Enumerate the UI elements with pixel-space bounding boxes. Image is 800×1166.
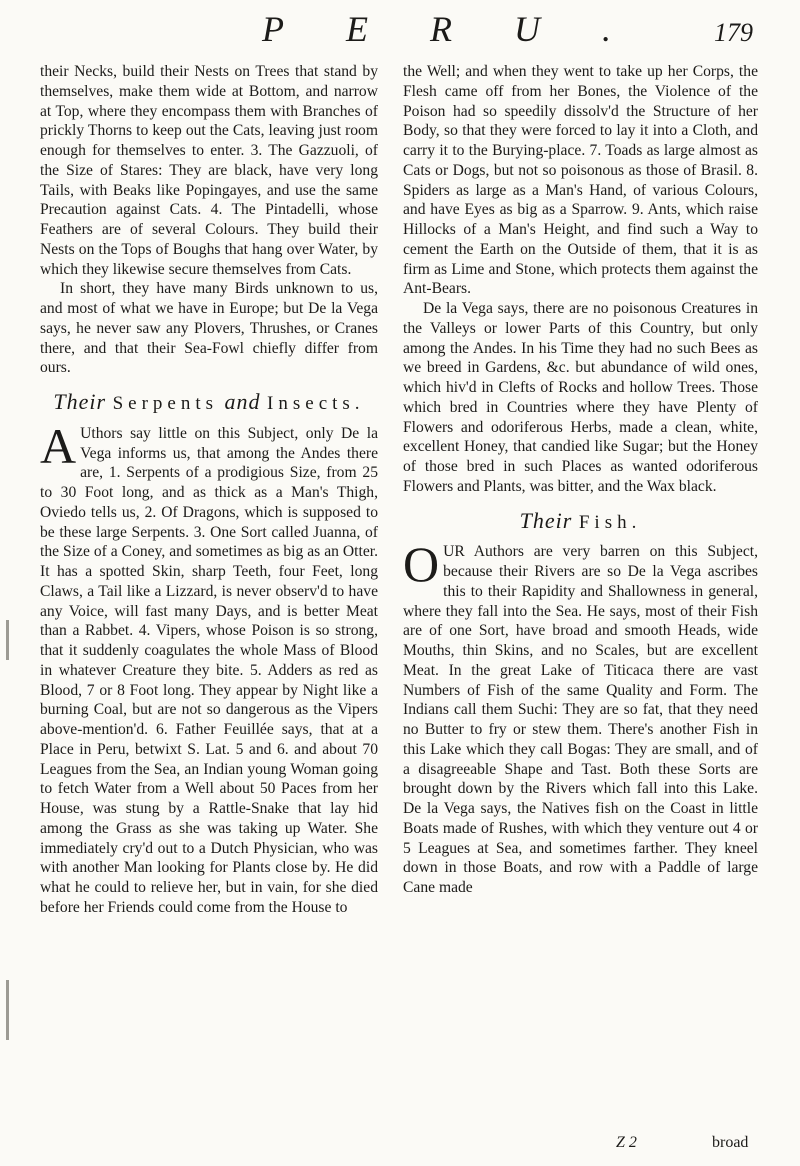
paragraph-text: UR Authors are very barren on this Subject, because their Rivers are so De la Vega ascribes this to their Rapidity and Shallowness in general, where they fall into the Sea. He says, most of their Fish are of one Sort, have broad and smooth Heads, wide Mouths, thin Skins, and no Scales, but are excellent Meat. In the great Lake of Titicaca there are vast Numbers of Fish of the same Quality and Form. The Indians call them Suchi: They are so fat, that they need no Butter to fry or stew them. There's another Fish in this Lake which they call Bogas: They are small, and of a disagreeable Shape and Tast. Both these Sorts are brought down by the Rivers which fall into this Lake. De la Vega says, the Natives fish on the Coast in little Boats made of Rushes, with which they venture out 4 or 5 Leagues at Sea, and sometimes farther. They kneel down in those Boats, and row with a Paddle of large Cane made — [403, 543, 758, 896]
heading-word: Insects. — [267, 393, 365, 414]
paragraph: their Necks, build their Nests on Trees that stand by themselves, make them wide at Bottom, and narrow at Top, where they encompass them with Branches of prickly Thorns to keep out the Cats, leaving just room enough for themselves to enter. 3. The Gazzuoli, of the Size of Stares: They are black, have very long Tails, with Beaks like Popingayes, and use the same Precaution against Cats. 4. The Pintadelli, whose Feathers are of several Colours. They build their Nests on the Tops of Boughs that hang over Water, by which they likewise secure themselves from Cats. — [40, 63, 378, 278]
paragraph — [403, 536, 758, 898]
drop-cap: O — [403, 536, 440, 593]
page-edge-mark — [6, 620, 9, 660]
heading-word: Fish. — [578, 511, 642, 533]
left-column — [40, 62, 378, 918]
page-edge-mark — [6, 980, 9, 1040]
heading-word: and — [224, 389, 261, 414]
catchword: broad — [712, 1134, 749, 1151]
heading-word: Serpents — [112, 393, 219, 414]
heading-word: Their — [519, 507, 573, 533]
paragraph — [40, 417, 378, 918]
paragraph: the Well; and when they went to take up her Corps, the Flesh came off from her Bones, the Violence of the Poison had so speedily dissolv'd the Structure of her Body, so that they were forced to lay it into a Cloth, and carry it to the Burying-place. 7. Toads as large almost as Cats or Dogs, but not so poisonous as those of Brasil. 8. Spiders as large as a Man's Hand, of various Colours, and have Eyes as big as a Sparrow. 9. Ants, which raise Hillocks of a Man's Height, and find such a Way to cement the Earth on the Outside of them, that it is as firm as Lime and Stone, which protects them against the Ant-Bears. — [403, 63, 758, 298]
drop-cap: A — [40, 417, 77, 474]
paragraph: In short, they have many Birds unknown to us, and most of what we have in Europe; but De la Vega says, he never saw any Plovers, Thrushes, or Cranes there, and that their Sea-Fowl chiefly differ from ours. — [40, 280, 378, 377]
page-number: 179 — [714, 18, 753, 47]
paragraph-text: Uthors say little on this Subject, only De la Vega informs us, that among the Andes there are, 1. Serpents of a prodigious Size, from 25 to 30 Foot long, and as thick as a Man's Thigh, Oviedo tells us, 2. Of Dragons, which is supposed to be these large Serpents. 3. One Sort called Juanna, of the Size of a Coney, and sometimes as big as an Otter. It has a spotted Skin, sharp Teeth, four Feet, long Claws, a Tail like a Lizzard, is never observ'd to have any Voice, will fast many Days, and is better Meat than a Rabbet. 4. Vipers, whose Poison is so strong, that it suddenly coagulates the whole Mass of Blood in whatever Creature they bite. 5. Adders as red as Blood, 7 or 8 Foot long. They appear by Night like a burning Coal, but are not so dangerous as the Vipers above-mention'd. 6. Father Feuillée says, that at a Place in Peru, betwixt S. Lat. 5 and 6. and about 70 Leagues from the Sea, an Indian young Woman going to fetch Water from a Well about 50 Paces from her House, was stung by a Rattle-Snake that lay hid among the Grass as she was taking up Water. She immediately cry'd out to a Dutch Physician, who was with another Man looking for Plants close by. He did what he could to relieve her, but in vain, for she died before her Friends could come from the House to — [40, 424, 378, 916]
page-header — [0, 8, 800, 54]
paragraph: De la Vega says, there are no poisonous Creatures in the Valleys or lower Parts of this Country, but only among the Andes. In his Time they had no such Bees as we breed in Gardens, &c. but abundance of wild ones, which hiv'd in Clefts of Rocks and hollow Trees. Those which bred in Countries where they have Plenty of Flowers and odoriferous Herbs, made a clean, white, excellent Honey, that candied like Sugar; but the Honey of those bred in such Places as wanted odoriferous Flowers and Plants, was bitter, and the Wax black. — [403, 300, 758, 495]
right-column — [403, 62, 758, 898]
signature-mark: Z 2 — [616, 1134, 637, 1151]
running-head: PERU. — [262, 9, 673, 49]
section-heading-serpents — [40, 389, 378, 414]
section-heading-fish — [403, 507, 758, 533]
heading-word: Their — [53, 389, 107, 414]
